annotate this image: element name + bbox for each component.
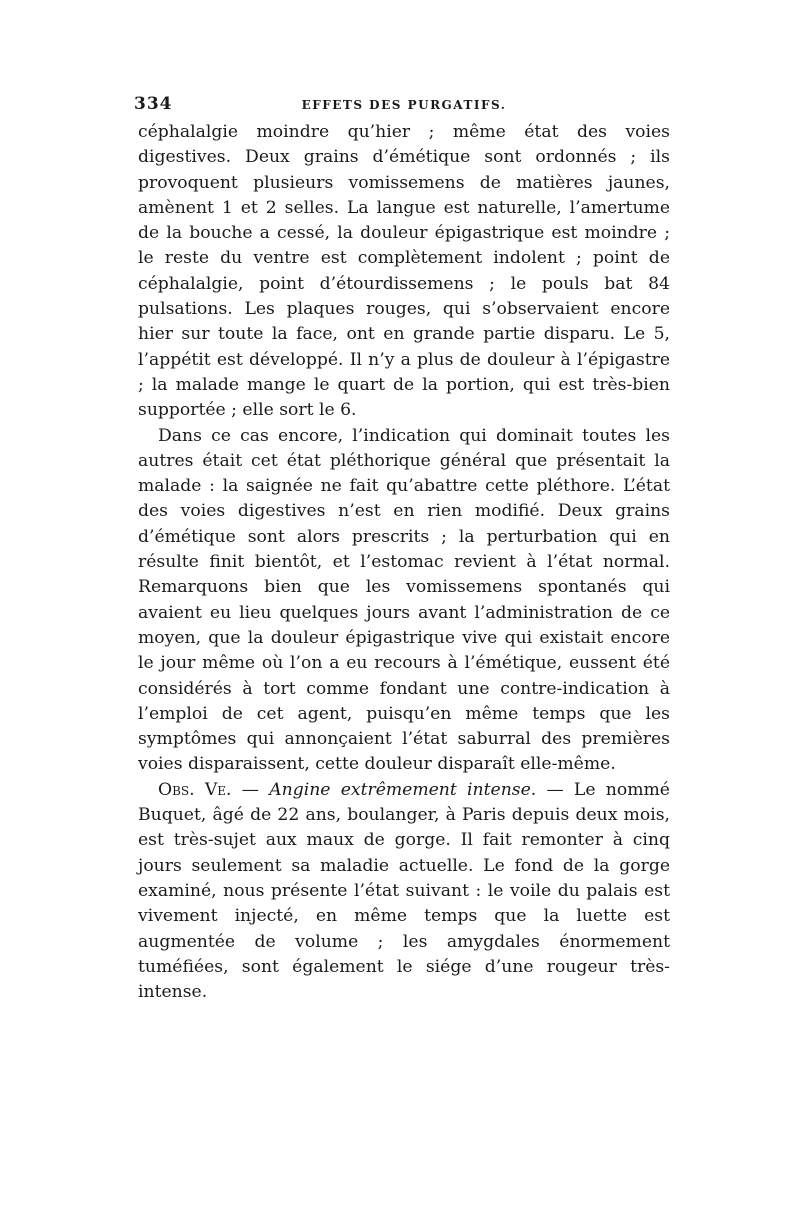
observation-title: Angine extrêmement intense. — [269, 779, 537, 800]
observation-label: Obs. Ve. — [158, 779, 232, 800]
paragraph-commentary: Dans ce cas encore, l’indication qui dominait toutes les autres était cet état pléthorique général que présentait la malade : la saignée ne fait qu’abattre cette pléthore. L’état des voies digestives n’est en rien modifié. Deux grains d’émétique sont alors prescrits ; la perturbation qui en résulte finit bientôt, et l’estomac revient à l’état normal. Remarquons bien que les vomissemens spontanés qui avaient eu lieu quelques jours avant l’administration de ce moyen, que la douleur épigastrique vive qui existait encore le jour même où l’on a eu recours à l’émétique, eussent été considérés à tort comme fondant une contre-indication à l’emploi de cet agent, puisqu’en même temps que les symptômes qui annonçaient l’état saburral des premières voies disparaissent, cette douleur disparaît elle-même. — [138, 425, 670, 775]
observation-body: — Le nommé Buquet, âgé de 22 ans, boulanger, à Paris depuis deux mois, est très-sujet aux maux de gorge. Il fait remonter à cinq jours seulement sa maladie actuelle. Le fond de la gorge examiné, nous présente l’état suivant : le voile du palais est vivement injecté, en même temps que la luette est augmentée de volume ; les amygdales énormement tuméfiées, sont également le siége d’une rougeur très-intense. — [138, 779, 670, 1003]
paragraph-continuation: céphalalgie moindre qu’hier ; même état des voies digestives. Deux grains d’émétique sont ordonnés ; ils provoquent plusieurs vomissemens de matières jaunes, amènent 1 et 2 selles. La langue est naturelle, l’amertume de la bouche a cessé, la douleur épigastrique est moindre ; le reste du ventre est complètement indolent ; point de céphalalgie, point d’étourdissemens ; le pouls bat 84 pulsations. Les plaques rouges, qui s’observaient encore hier sur toute la face, ont en grande partie disparu. Le 5, l’appétit est développé. Il n’y a plus de douleur à l’épigastre ; la malade mange le quart de la portion, qui est très-bien supportée ; elle sort le 6. — [138, 122, 670, 421]
running-title: EFFETS DES PURGATIFS. — [301, 98, 507, 112]
running-head — [134, 94, 670, 120]
body-text — [138, 120, 670, 1005]
page-number: 334 — [134, 94, 173, 114]
paragraph-observation — [138, 778, 670, 1006]
book-page — [134, 94, 670, 1005]
observation-dash: — — [231, 779, 270, 800]
